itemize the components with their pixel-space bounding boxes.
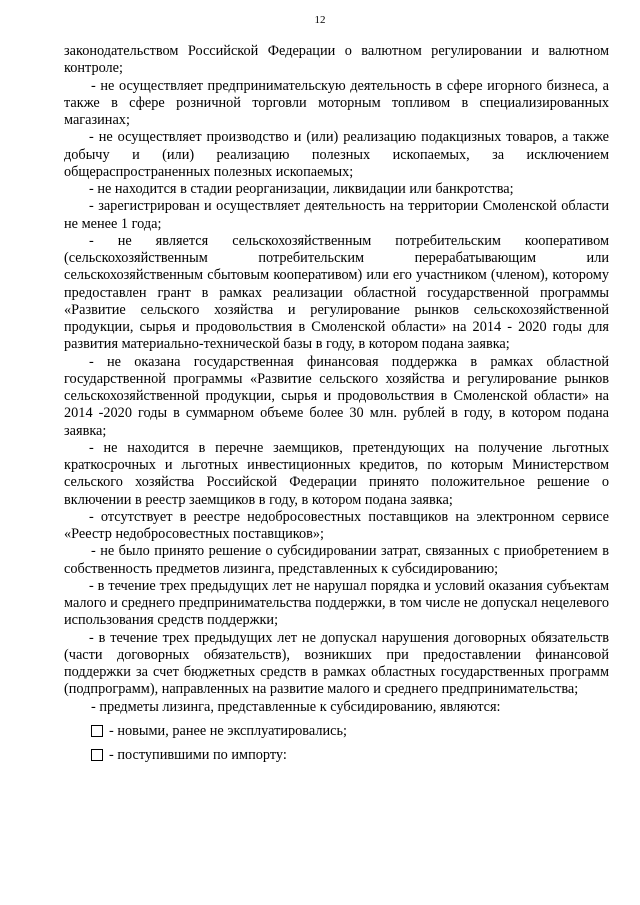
page-number: 12 (314, 14, 326, 26)
paragraph-leasing-decision: - не было принято решение о субсидировании затрат, связанных с приобретением в собственность предметов лизинга, представленных к субсидированию; (64, 543, 609, 577)
paragraph-reorganization: - не находится в стадии реорганизации, ликвидации или банкротства; (89, 181, 514, 197)
paragraph-support-violations: - в течение трех предыдущих лет не нарушал порядка и условий оказания субъектам малого и среднего предпринимательства поддержки, в том числе не допускал нецелевого использования средств поддержки; (64, 577, 609, 629)
checkbox-imported-items[interactable] (91, 749, 103, 761)
option-imported-items (64, 745, 609, 766)
paragraph-excise-goods: - не осуществляет производство и (или) реализацию подакцизных товаров, а также добычу и (или) реализацию полезных ископаемых, за исключением общераспространенных полезных ископаемых; (64, 129, 609, 180)
paragraph-borrowers-list: - не находится в перечне заемщиков, претендующих на получение льготных краткосрочных и льготных инвестиционных кредитов, по которым Министерством сельского хозяйства Российской Федерации принято положительное решение о включении в реестр заемщиков в году, в котором подана заявка; (64, 439, 609, 508)
option-imported-items-label: - поступившими по импорту: (109, 746, 287, 763)
paragraph-cooperative-grant: - не является сельскохозяйственным потребительским кооперативом (сельскохозяйственным потребительским перерабатывающим или сельскохозяйственным сбытовым кооперативом) или его участником (членом), которому предоставлен грант в рамках реализации областной государственной программы «Развитие сельского хозяйства и регулирование рынков сельскохозяйственной продукции, сырья и продовольствия в Смоленской области» на 2014 - 2020 годы для развития материально-технической базы в году, в котором подана заявка; (64, 232, 609, 353)
checkbox-new-items[interactable] (91, 725, 103, 737)
paragraph-currency-law: законодательством Российской Федерации о валютном регулировании и валютном контроле; (64, 43, 609, 77)
paragraph-contract-violations: - в течение трех предыдущих лет не допускал нарушения договорных обязательств (части договорных обязательств), возникших при предоставлении финансовой поддержки за счет бюджетных средств в рамках областных государственных программ (подпрограмм), направленных на развитие малого и среднего предпринимательства; (64, 629, 609, 698)
paragraph-leasing-items: - предметы лизинга, представленные к субсидированию, являются: (91, 698, 501, 715)
option-new-items-label: - новыми, ранее не эксплуатировались; (109, 722, 347, 739)
document-body (64, 43, 609, 766)
paragraph-registration: - зарегистрирован и осуществляет деятельность на территории Смоленской области не менее 1 года; (64, 198, 609, 232)
paragraph-gambling: - не осуществляет предпринимательскую деятельность в сфере игорного бизнеса, а также в сфере розничной торговли моторным топливом в специализированных магазинах; (64, 77, 609, 128)
option-new-items (64, 721, 609, 742)
paragraph-unfair-suppliers: - отсутствует в реестре недобросовестных поставщиков на электронном сервисе «Реестр недобросовестных поставщиков»; (64, 508, 609, 542)
paragraph-state-support: - не оказана государственная финансовая поддержка в рамках областной государственной программы «Развитие сельского хозяйства и регулирование рынков сельскохозяйственной продукции, сырья и продовольствия в Смоленской области» на 2014 -2020 годы в суммарном объеме более 30 млн. рублей в году, в котором подана заявка; (64, 353, 609, 439)
